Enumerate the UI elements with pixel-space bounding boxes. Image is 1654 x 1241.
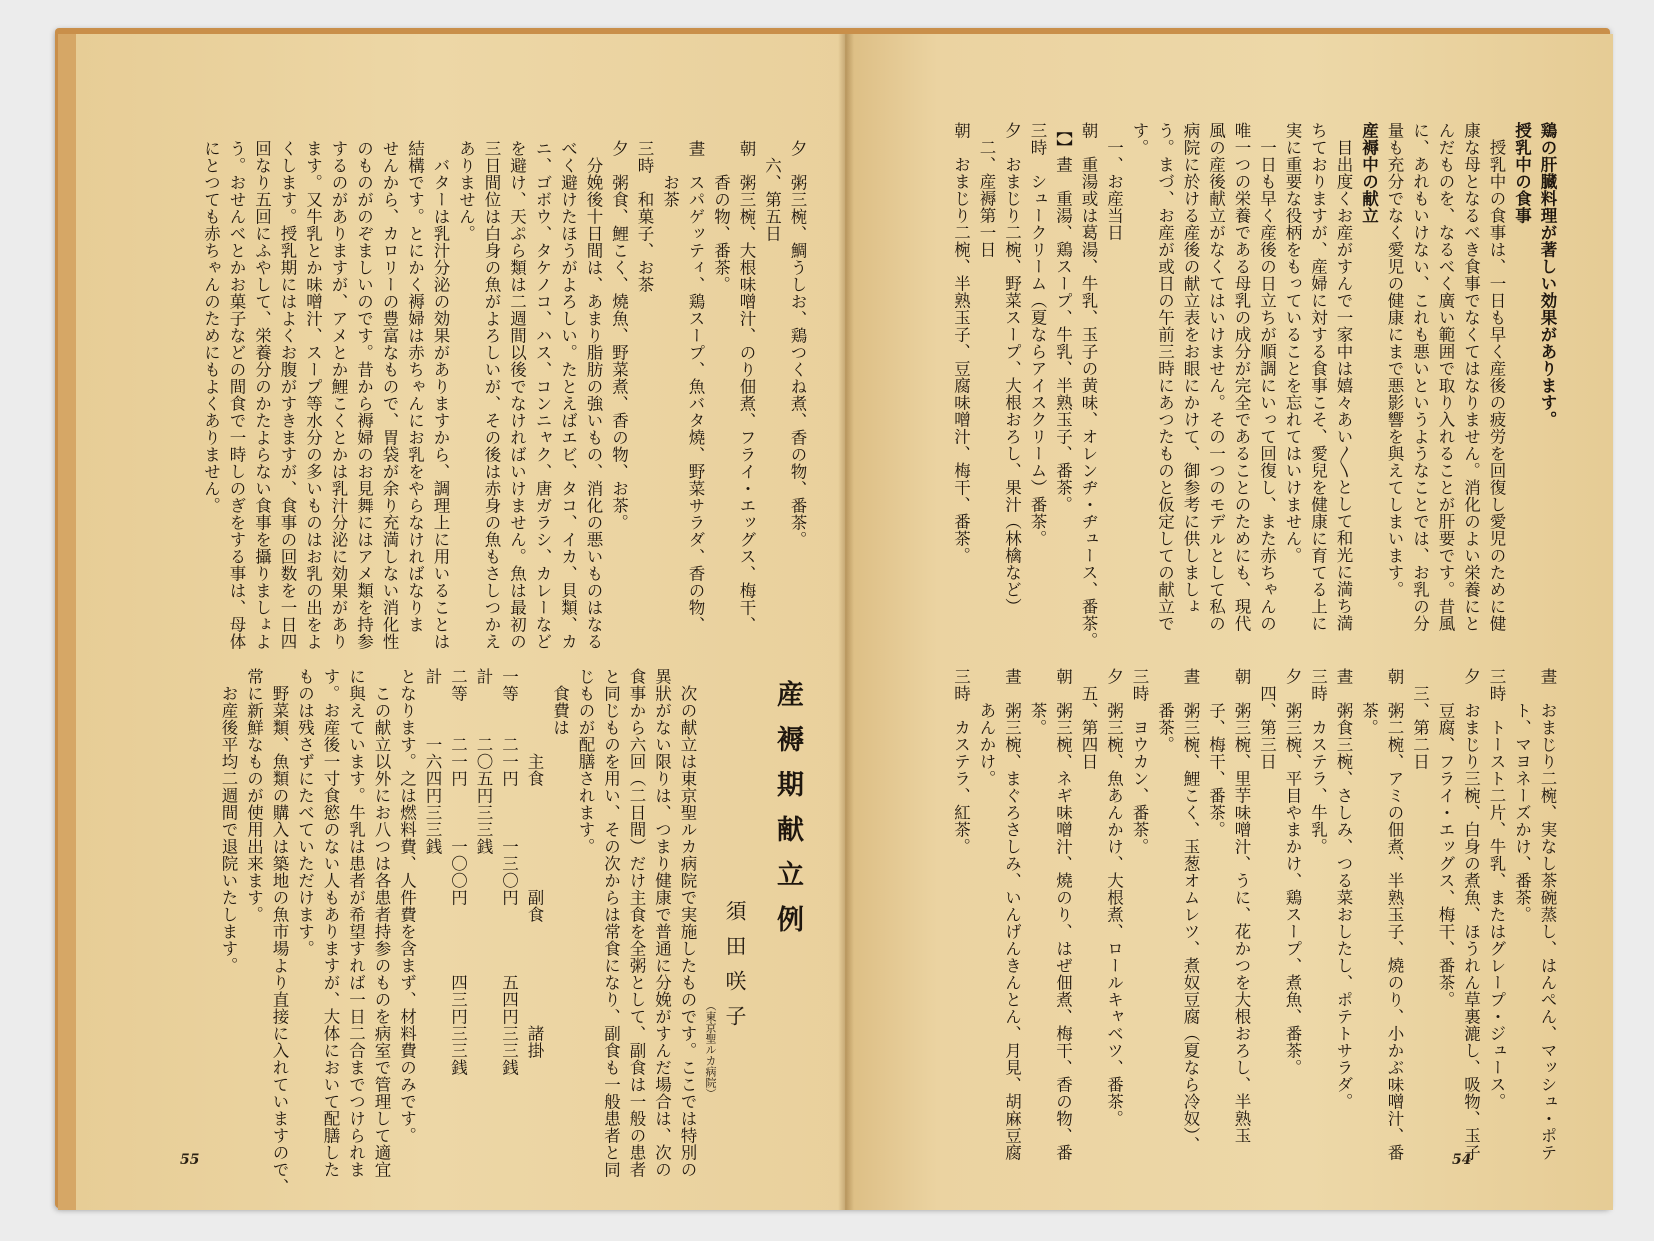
text-line: ちておりますが、産婦に対する食事こそ、愛兒を健康に育てる上に [1308,122,1328,632]
text-line: 夕 おまじり三椀、白身の煮魚、ほうれん草裏漉し、吸物、玉子 [1461,668,1481,1161]
text-line: 実に重要な役柄をもっていることを忘れてはいけません。 [1283,122,1302,564]
text-line: 康な母となるべき食事でなくてはなりません。消化のよい栄養にと [1461,122,1481,632]
text-line: 三日間位は白身の魚がよろしいが、その後は赤身の魚もさしつかえ [482,140,501,650]
page-number-right: 54 [1452,1152,1472,1168]
text-line: 一、お産当日 [1104,122,1124,241]
text-line: 授乳中の食事は、一日も早く産後の疲労を回復し愛児のために健 [1487,122,1506,632]
text-line: お茶 [660,140,680,208]
text-line: 三、第二日 [1410,668,1430,770]
text-line: と同じものを用い、その次からは常食になり、副食も一般患者と同 [601,668,621,1178]
article-title: 産褥期献立例 [772,680,803,950]
text-line: 三時 カステラ、牛乳。 [1308,668,1328,855]
text-line: せんから、カロリーの豊富なもので、胃袋が余り充満しない消化性 [380,140,399,650]
text-line: 夕 おまじり二椀、野菜スープ、大根おろし、果汁（林檎など） [1002,122,1022,615]
text-line: 豆腐、フライ・エッグス、梅干、番茶。 [1436,668,1455,1008]
left-page-lower-text [219,668,700,1195]
text-line: にとつても赤ちゃんのためにもよくありません。 [201,140,221,514]
text-line: ます。又牛乳とか味噌汁、スープ等水分の多いものはお乳の出をよ [303,140,323,650]
page-number-left: 55 [180,1152,200,1168]
text-line: お産後平均二週間で退院いたします。 [219,668,238,974]
text-line: ありません。 [456,140,476,242]
text-line: 次の献立は東京聖ルカ病院で実施したものです。ここでは特別の [678,668,697,1178]
text-line: 野菜類、魚類の購入は築地の魚市場より直接に入れていますので、 [270,668,289,1195]
text-line: となります。之は燃料費、人件費を含まず、材料費のみです。 [397,668,417,1144]
text-line: んだものを、なるべく廣い範囲で取り入れることが肝要です。昔風 [1436,122,1455,632]
text-line: ニ、ゴボウ、タケノコ、ハス、コンニャク、唐ガラシ、カレーなど [533,140,552,650]
text-line: 夕 粥三椀、平目やまかけ、鶏スープ、煮魚、番茶。 [1283,668,1302,1076]
text-line: 三時 和菓子、お茶 [635,140,654,293]
text-line: う。おせんべとかお菓子などの間食で一時しのぎをする事は、母体 [227,140,246,650]
text-line: 子、梅干、番茶。 [1206,668,1226,838]
left-page-upper-text [170,140,810,650]
text-line: 番茶。 [1155,668,1175,753]
text-line: 朝 粥三椀、大根味噌汁、のり佃煮、フライ・エッグス、梅干、 [737,140,756,633]
text-line: 異狀がない限りは、つまり健康で普通に分娩がすんだ場合は、次の [652,668,672,1178]
text-line: 晝 粥三椀、まぐろさしみ、いんげんきんとん、月見、胡麻豆腐 [1002,668,1022,1161]
text-line: 晝 スパゲッティ、鶏スープ、魚バタ燒、野菜サラダ、香の物、 [686,140,705,633]
text-line: 産褥中の献立 [1359,122,1379,224]
text-line: に、あれもいけない、これも悪いというようなことでは、お乳の分 [1410,122,1430,632]
text-line: この献立以外にお八つは各患者持参のものを病室で管理して適宜 [372,668,391,1178]
text-line: 計 一六四円三三銭 [423,668,442,855]
text-line: 晝 粥三椀、鯉こく、玉葱オムレツ、煮奴豆腐（夏なら冷奴）、 [1181,668,1200,1153]
text-line: 二等 二一円 一〇〇円 四三円三三銭 [448,668,468,1076]
text-line: あんかけ。 [977,668,996,787]
text-line: 三時 カステラ、紅茶。 [951,668,971,855]
book-gutter [838,34,854,1210]
text-line: 夕 粥食、鯉こく、燒魚、野菜煮、香の物、お茶。 [609,140,629,531]
text-line: バターは乳汁分泌の効果がありますから、調理上に用いることは [431,140,450,650]
text-line: 唯一つの栄養である母乳の成分が完全であることのためにも、現代 [1232,122,1251,632]
text-line: す。 [1130,122,1149,156]
text-line: するのがありますが、アメとか鯉こくとかは乳汁分泌に効果があり [329,140,348,650]
text-line: ト、マヨネーズかけ、番茶。 [1512,668,1532,923]
text-line: 晝 粥食三椀、さしみ、つる菜おしたし、ポテトサラダ。 [1334,668,1353,1110]
text-line: 三時 シュークリーム（夏ならアイスクリーム）番茶。 [1028,122,1047,547]
text-line: くします。授乳期にはよくお腹がすきますが、食事の回数を一日四 [278,140,297,650]
text-line: 二、産褥第一日 [977,122,996,258]
text-line: 病院に於ける産後の献立表をお眼にかけて、御参考に供しましょ [1181,122,1200,615]
text-line: 風の産後献立がなくてはいけません。その一つのモデルとして私の [1206,122,1226,632]
text-line: を避け、天ぷら類は二週間以後でなければいけません。魚は最初の [507,140,527,650]
text-line: 夕 粥三椀、鯛うしお、鶏つくね煮、香の物、番茶。 [788,140,807,548]
text-line: 【】晝 重湯、鶏スープ、牛乳、半熟玉子、番茶。 [1053,122,1073,513]
text-line: 量も充分でなく愛児の健康にまで悪影響を與えてしまいます。 [1385,122,1404,598]
text-line: じものが配膳されます。 [576,668,595,855]
text-line: 主食 副食 諸掛 [525,668,544,1059]
text-line: 晝 おまじり二椀、実なし茶碗蒸し、はんぺん、マッシュ・ポテ [1538,668,1557,1161]
text-line: 目出度くお産がすんで一家中は嬉々あい〳〵として和光に満ち満 [1334,122,1353,632]
author-affiliation: （東京聖ルカ病院） [704,1000,717,1099]
text-line: 朝 粥三椀、ネギ味噌汁、燒のり、はぜ佃煮、梅干、香の物、番 [1053,668,1073,1161]
text-line: 回なり五回にふやして、栄養分のかたよらない食事を攝りましょよ [252,140,272,650]
text-line: 朝 粥三椀、里芋味噌汁、うに、花かつを大根おろし、半熟玉 [1232,668,1251,1144]
text-line: 食費は [550,668,570,736]
text-line: 分娩後十日間は、あまり脂肪の強いもの、消化の悪いものはなる [584,140,603,650]
text-line: 六、第五日 [762,140,782,242]
text-line: 食事から六回（二日間）だけ主食を全粥として、副食は一般の患者 [627,668,646,1178]
text-line: 夕 粥三椀、魚あんかけ、大根煮、ロールキャベツ、番茶。 [1104,668,1124,1127]
text-line: う。まづ、お産が或日の午前三時にあつたものと仮定しての献立で [1155,122,1175,632]
text-line: ものは残さずにたべていただけます。 [295,668,315,957]
text-line: 一日も早く産後の日立ちが順調にいって回復し、また赤ちゃんの [1257,122,1277,632]
text-line: 香の物、番茶。 [711,140,731,293]
text-line: 五、第四日 [1079,668,1098,770]
text-line: に與えています。牛乳は患者が希望すれば一日二合までつけられま [346,668,366,1178]
right-page-upper-text [900,122,1560,649]
text-line: 茶。 [1359,668,1379,736]
text-line: 鶏の肝臓料理が著しい効果があります。 [1538,122,1557,428]
text-line: 茶。 [1028,668,1047,736]
text-line: のものがのぞましいのです。昔から褥婦のお見舞にはアメ類を持参 [354,140,374,650]
text-line: 朝 おまじり二椀、半熟玉子、豆腐味噌汁、梅干、番茶。 [951,122,971,564]
text-line: べく避けたほうがよろしい。たとえばエビ、タコ、イカ、貝類、カ [558,140,578,650]
text-line: す。お産後一寸食慾のない人もありますが、大体において配膳した [321,668,340,1178]
text-line: 朝 粥二椀、アミの佃煮、半熟玉子、燒のり、小かぶ味噌汁、番 [1385,668,1404,1161]
text-line: 一等 二一円 一三〇円 五四円三三銭 [499,668,519,1076]
article-author: 須田咲子 [723,900,747,1040]
text-line: 四、第三日 [1257,668,1277,770]
text-line: 授乳中の食事 [1512,122,1532,224]
text-line: 計 二〇五円三三銭 [474,668,493,855]
text-line: 常に新鮮なものが使用出来ます。 [244,668,264,923]
text-line: 朝 重湯或は葛湯、牛乳、玉子の黄味、オレンヂ・ヂュース、番茶。 [1079,122,1098,649]
text-line: 結構です。とにかく褥婦は赤ちゃんにお乳をやらなければなりま [405,140,425,633]
text-line: 三時 トースト二片、牛乳、またはグレープ・ジュース。 [1487,668,1506,1110]
text-line: 三時 ヨウカン、番茶。 [1130,668,1149,855]
